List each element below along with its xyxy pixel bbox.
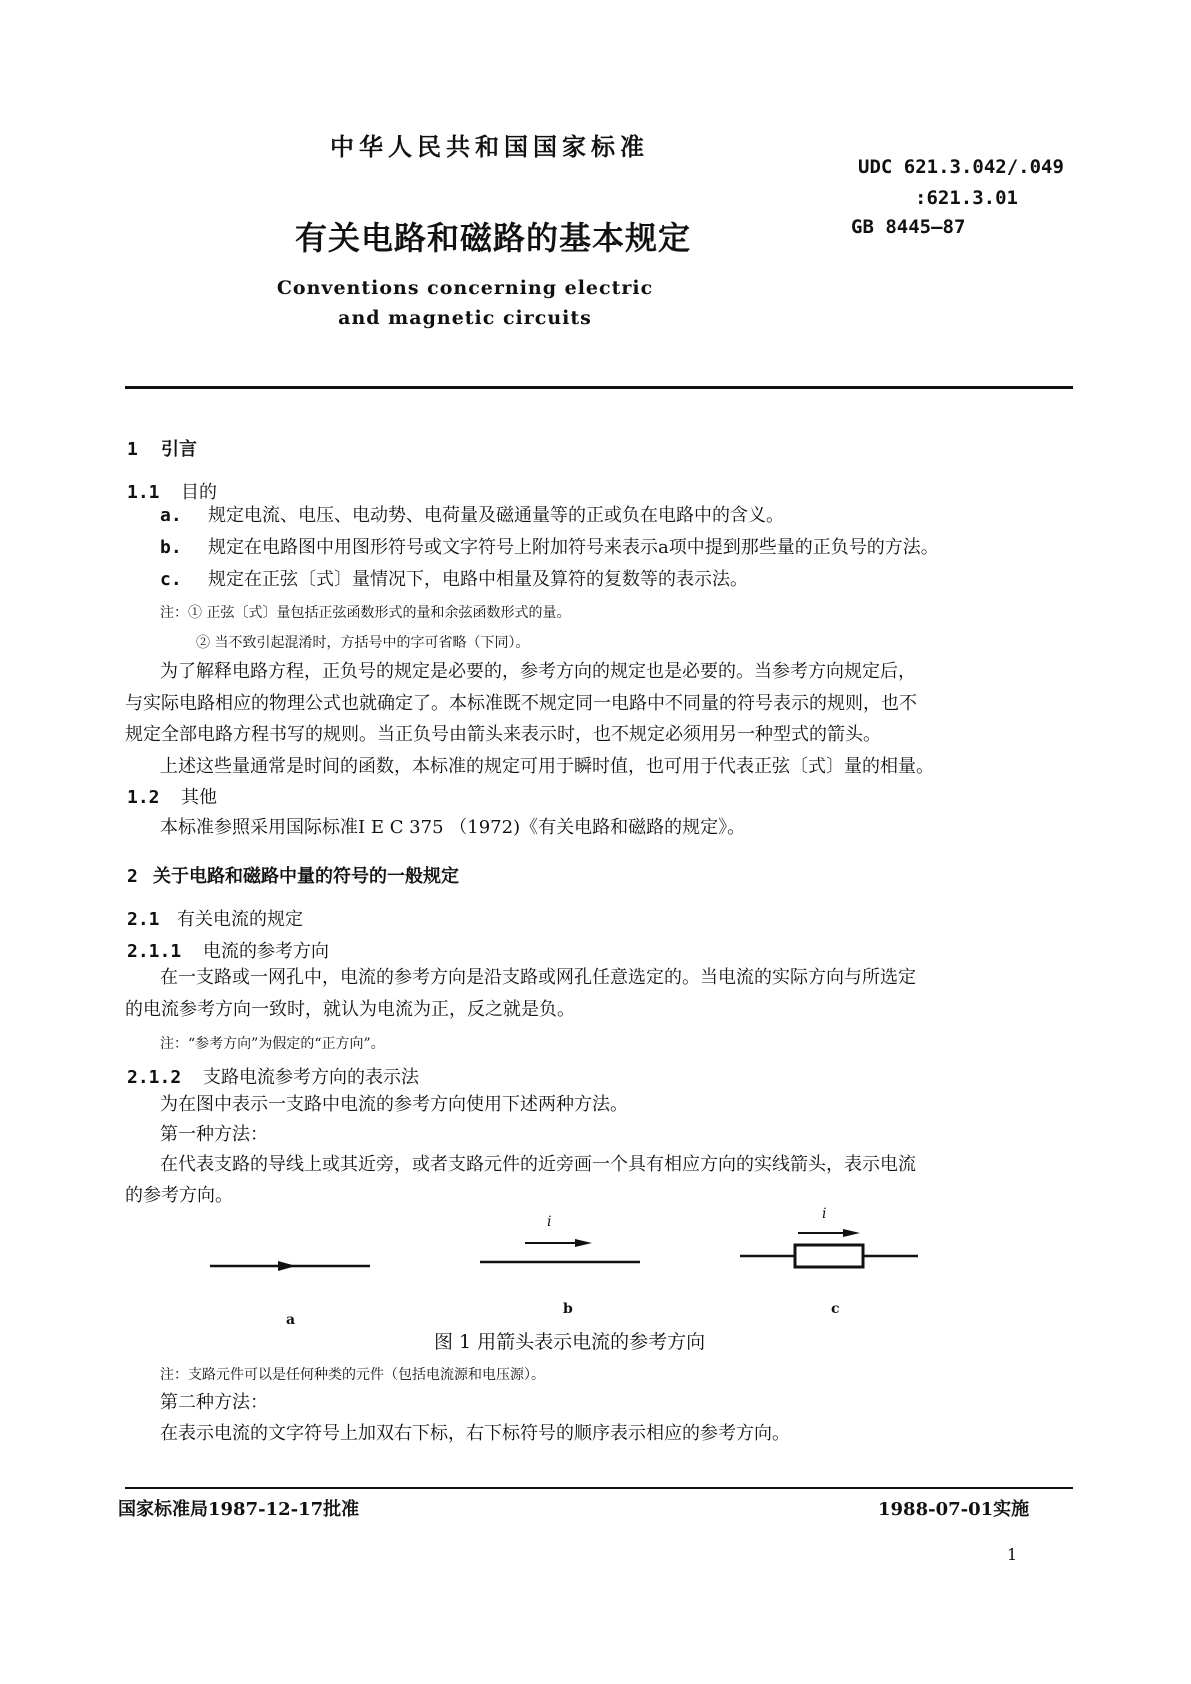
section-2-1-2-heading [127, 1063, 419, 1089]
paragraph-line: 为在图中表示一支路中电流的参考方向使用下述两种方法。 [160, 1094, 628, 1115]
section-number: 2.1 [127, 909, 160, 930]
paragraph-line: 的参考方向。 [125, 1185, 233, 1206]
section-number: 1.2 [127, 787, 160, 808]
figure-1 [0, 1210, 1191, 1330]
purpose-list [160, 500, 1090, 596]
section-1-heading [127, 435, 197, 461]
arrow-right-icon [843, 1229, 860, 1237]
section-2-1-1-heading [127, 937, 329, 963]
current-symbol-b: i [547, 1214, 552, 1230]
document-title: 有关电路和磁路的基本规定 [295, 219, 692, 257]
list-item: b. 规定在电路图中用图形符号或文字符号上附加符号来表示a项中提到那些量的正负号的方法。 [160, 537, 939, 558]
figure-1b [480, 1239, 640, 1262]
list-item: a. 规定电流、电压、电动势、电荷量及磁通量等的正或负在电路中的含义。 [160, 505, 784, 526]
list-item: c. 规定在正弦〔式〕量情况下，电路中相量及算符的复数等的表示法。 [160, 569, 748, 590]
section-2-1-heading [127, 905, 303, 931]
section-title: 引言 [161, 439, 197, 460]
paragraph-line: 与实际电路相应的物理公式也就确定了。本标准既不规定同一电路中不同量的符号表示的规则，也不 [125, 693, 917, 714]
figure-note: 注：支路元件可以是任何种类的元件（包括电流源和电压源）。 [160, 1367, 545, 1383]
header-rule [125, 386, 1073, 389]
section-title: 电流的参考方向 [203, 941, 329, 962]
udc-code-2: :621.3.01 [915, 187, 1018, 209]
section-number: 1.1 [127, 482, 160, 503]
title-english-1: Conventions concerning electric [276, 277, 654, 299]
arrow-right-icon [575, 1239, 592, 1247]
paragraph-line: 上述这些量通常是时间的函数，本标准的规定可用于瞬时值，也可用于代表正弦〔式〕量的相量。 [160, 756, 934, 777]
section-number: 2.1.2 [127, 1067, 182, 1088]
figure-caption: 图 1 用箭头表示电流的参考方向 [434, 1331, 706, 1353]
figure-1c [740, 1229, 918, 1267]
figure-label-a: a [286, 1312, 296, 1328]
section-title: 关于电路和磁路中量的符号的一般规定 [153, 866, 459, 887]
section-number: 2.1.1 [127, 941, 182, 962]
paragraph-line: 在代表支路的导线上或其近旁，或者支路元件的近旁画一个具有相应方向的实线箭头，表示电流 [160, 1154, 916, 1175]
paragraph-line: 为了解释电路方程，正负号的规定是必要的，参考方向的规定也是必要的。当参考方向规定后， [160, 661, 916, 682]
note-1: 注：① 正弦〔式〕量包括正弦函数形式的量和余弦函数形式的量。 [160, 605, 571, 621]
method-2-label: 第二种方法： [160, 1392, 268, 1413]
paragraph-line: 的电流参考方向一致时，就认为电流为正，反之就是负。 [125, 999, 575, 1020]
section-number: 2 [127, 866, 138, 887]
figure-label-c: c [831, 1301, 840, 1317]
resistor-icon [795, 1245, 863, 1267]
paragraph-line: 在表示电流的文字符号上加双右下标，右下标符号的顺序表示相应的参考方向。 [160, 1423, 790, 1444]
paragraph-line: 规定全部电路方程书写的规则。当正负号由箭头来表示时，也不规定必须用另一种型式的箭头。 [125, 724, 881, 745]
section-title: 其他 [181, 787, 217, 808]
note-reference-direction: 注：“参考方向”为假定的“正方向”。 [160, 1036, 385, 1052]
paragraph-line: 在一支路或一网孔中，电流的参考方向是沿支路或网孔任意选定的。当电流的实际方向与所选定 [160, 967, 916, 988]
approval-date: 国家标准局1987-12-17批准 [118, 1499, 360, 1520]
section-number: 1 [127, 439, 138, 460]
effective-date: 1988-07-01实施 [878, 1499, 1030, 1520]
section-2-heading [127, 862, 459, 888]
figure-1a [210, 1261, 370, 1271]
paragraph-line: 本标准参照采用国际标准I E C 375 （1972)《有关电路和磁路的规定》。 [160, 817, 746, 838]
page-number: 1 [1007, 1545, 1018, 1564]
note-2: ② 当不致引起混淆时，方括号中的字可省略（下同）。 [196, 635, 530, 651]
gb-number: GB 8445—87 [851, 216, 966, 238]
method-1-label: 第一种方法： [160, 1124, 268, 1145]
title-english-2: and magnetic circuits [338, 307, 592, 329]
section-title: 支路电流参考方向的表示法 [203, 1067, 419, 1088]
section-title: 有关电流的规定 [177, 909, 303, 930]
footer-rule [125, 1487, 1073, 1489]
section-title: 目的 [181, 482, 217, 503]
udc-code: UDC 621.3.042/.049 [858, 156, 1064, 178]
section-1-2-heading [127, 783, 217, 809]
national-standard-label: 中华人民共和国国家标准 [330, 132, 649, 161]
arrow-right-icon [278, 1261, 296, 1271]
figure-label-b: b [563, 1301, 573, 1317]
current-symbol-c: i [822, 1206, 827, 1222]
